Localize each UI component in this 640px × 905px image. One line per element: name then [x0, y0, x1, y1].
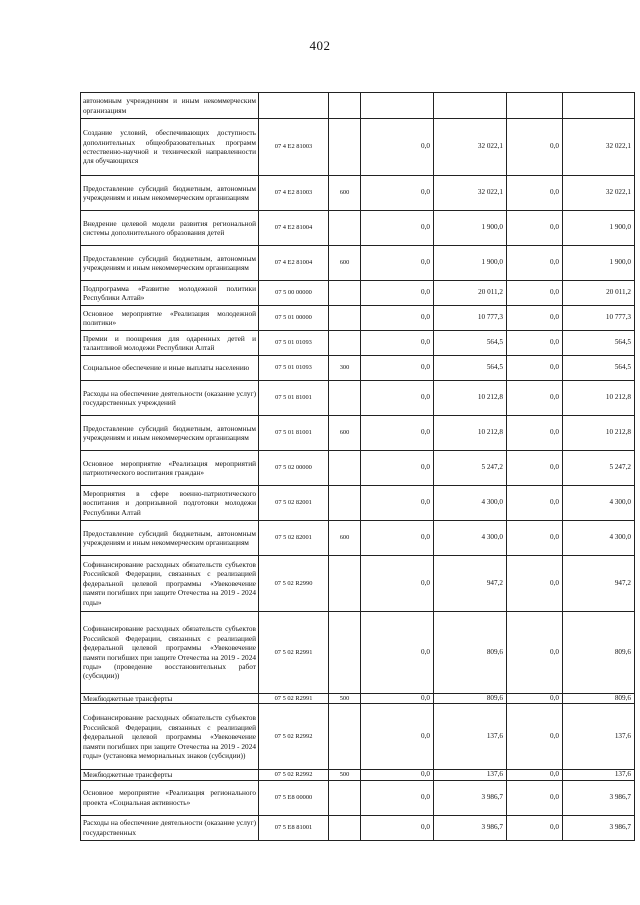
row-code-cell: 07 5 01 01093: [259, 331, 329, 356]
row-code-cell: 07 5 02 00000: [259, 451, 329, 486]
row-value-1-cell: 0,0: [361, 486, 434, 521]
row-name-cell: Межбюджетные трансферты: [81, 770, 259, 780]
row-value-2-cell: 3 986,7: [434, 780, 507, 815]
row-value-2-cell: 4 300,0: [434, 486, 507, 521]
table-row: [81, 331, 635, 356]
row-value-3-cell: 0,0: [507, 704, 563, 770]
row-name-cell: Софинансирование расходных обязательств субъектов Российской Федерации, связанных с реализацией федеральной целевой программы «Увековечение памяти погибших при защите Отечества на 2019 - 2024 годы» (проведение восстановительных работ (субсидии)): [81, 612, 259, 694]
row-value-1-cell: 0,0: [361, 815, 434, 840]
row-value-3-cell: 0,0: [507, 246, 563, 281]
row-expense-type-cell: [329, 612, 361, 694]
row-expense-type-cell: [329, 486, 361, 521]
row-code-cell: 07 4 E2 81004: [259, 211, 329, 246]
row-code-cell: 07 5 02 82001: [259, 486, 329, 521]
table-row: [81, 246, 635, 281]
row-code-cell: 07 5 02 R2991: [259, 694, 329, 704]
row-value-3-cell: 0,0: [507, 780, 563, 815]
row-value-2-cell: 3 986,7: [434, 815, 507, 840]
row-name-cell: Внедрение целевой модели развития региональной системы дополнительного образования детей: [81, 211, 259, 246]
row-name-cell: Основное мероприятие «Реализация мероприятий патриотического воспитания граждан»: [81, 451, 259, 486]
row-value-3-cell: 0,0: [507, 694, 563, 704]
row-value-3-cell: 0,0: [507, 451, 563, 486]
table-row: [81, 306, 635, 331]
row-value-2-cell: 4 300,0: [434, 521, 507, 556]
row-value-4-cell: 3 986,7: [563, 780, 635, 815]
row-value-2-cell: 564,5: [434, 331, 507, 356]
row-value-4-cell: 947,2: [563, 556, 635, 612]
row-name-cell: Предоставление субсидий бюджетным, автономным учреждениям и иным некоммерческим организациям: [81, 521, 259, 556]
row-value-3-cell: 0,0: [507, 556, 563, 612]
budget-table-body: [81, 93, 635, 841]
row-value-3-cell: 0,0: [507, 281, 563, 306]
row-value-1-cell: 0,0: [361, 246, 434, 281]
row-name-cell: Расходы на обеспечение деятельности (оказание услуг) государственных: [81, 815, 259, 840]
row-value-2-cell: 947,2: [434, 556, 507, 612]
table-row: [81, 93, 635, 119]
row-value-2-cell: 10 777,3: [434, 306, 507, 331]
row-value-2-cell: 564,5: [434, 356, 507, 381]
table-row: [81, 281, 635, 306]
row-value-1-cell: 0,0: [361, 306, 434, 331]
row-value-1-cell: 0,0: [361, 381, 434, 416]
table-row: [81, 694, 635, 704]
row-expense-type-cell: [329, 451, 361, 486]
row-value-1-cell: 0,0: [361, 416, 434, 451]
row-value-3-cell: 0,0: [507, 306, 563, 331]
row-code-cell: 07 4 E2 81003: [259, 176, 329, 211]
row-value-2-cell: 20 011,2: [434, 281, 507, 306]
table-row: [81, 556, 635, 612]
row-name-cell: Основное мероприятие «Реализация молодежной политики»: [81, 306, 259, 331]
row-code-cell: 07 5 E8 00000: [259, 780, 329, 815]
row-expense-type-cell: [329, 381, 361, 416]
row-name-cell: Предоставление субсидий бюджетным, автономным учреждениям и иным некоммерческим организациям: [81, 246, 259, 281]
row-value-1-cell: 0,0: [361, 176, 434, 211]
row-value-2-cell: 137,6: [434, 704, 507, 770]
row-value-3-cell: 0,0: [507, 119, 563, 176]
row-value-4-cell: 1 900,0: [563, 246, 635, 281]
row-value-4-cell: 809,6: [563, 612, 635, 694]
row-expense-type-cell: [329, 306, 361, 331]
row-value-4-cell: 4 300,0: [563, 521, 635, 556]
row-value-3-cell: 0,0: [507, 486, 563, 521]
row-code-cell: 07 5 00 00000: [259, 281, 329, 306]
row-name-cell: Социальное обеспечение и иные выплаты населению: [81, 356, 259, 381]
table-row: [81, 770, 635, 780]
row-value-2-cell: 809,6: [434, 694, 507, 704]
row-value-2-cell: 10 212,8: [434, 381, 507, 416]
row-expense-type-cell: 600: [329, 416, 361, 451]
row-value-4-cell: 137,6: [563, 704, 635, 770]
row-value-3-cell: 0,0: [507, 815, 563, 840]
table-row: [81, 176, 635, 211]
table-row: [81, 815, 635, 840]
row-expense-type-cell: [329, 211, 361, 246]
table-row: [81, 612, 635, 694]
row-value-1-cell: 0,0: [361, 612, 434, 694]
row-value-1-cell: 0,0: [361, 211, 434, 246]
row-value-3-cell: 0,0: [507, 356, 563, 381]
row-name-cell: Мероприятия в сфере военно-патриотического воспитания и допризывной подготовки молодежи Республики Алтай: [81, 486, 259, 521]
row-value-1-cell: 0,0: [361, 331, 434, 356]
row-value-4-cell: [563, 93, 635, 119]
row-name-cell: Софинансирование расходных обязательств субъектов Российской Федерации, связанных с реализацией федеральной целевой программы «Увековечение памяти погибших при защите Отечества на 2019 - 2024 годы» (установка мемориальных знаков (субсидии)): [81, 704, 259, 770]
row-code-cell: 07 5 01 81001: [259, 381, 329, 416]
row-code-cell: [259, 93, 329, 119]
table-row: [81, 486, 635, 521]
row-code-cell: 07 5 02 82001: [259, 521, 329, 556]
row-value-1-cell: 0,0: [361, 521, 434, 556]
row-value-1-cell: 0,0: [361, 356, 434, 381]
row-value-1-cell: 0,0: [361, 704, 434, 770]
row-value-3-cell: 0,0: [507, 770, 563, 780]
row-value-1-cell: [361, 93, 434, 119]
row-expense-type-cell: [329, 331, 361, 356]
row-expense-type-cell: [329, 815, 361, 840]
row-code-cell: 07 5 E8 81001: [259, 815, 329, 840]
row-value-1-cell: 0,0: [361, 780, 434, 815]
row-value-3-cell: 0,0: [507, 521, 563, 556]
table-row: [81, 521, 635, 556]
row-value-1-cell: 0,0: [361, 281, 434, 306]
table-row: [81, 119, 635, 176]
row-value-1-cell: 0,0: [361, 451, 434, 486]
row-expense-type-cell: [329, 780, 361, 815]
row-value-3-cell: 0,0: [507, 176, 563, 211]
row-expense-type-cell: 500: [329, 770, 361, 780]
row-value-2-cell: 10 212,8: [434, 416, 507, 451]
row-expense-type-cell: 600: [329, 521, 361, 556]
row-code-cell: 07 5 02 R2991: [259, 612, 329, 694]
row-value-4-cell: 10 212,8: [563, 381, 635, 416]
row-expense-type-cell: [329, 556, 361, 612]
row-value-1-cell: 0,0: [361, 119, 434, 176]
row-expense-type-cell: 300: [329, 356, 361, 381]
table-row: [81, 211, 635, 246]
row-name-cell: Софинансирование расходных обязательств субъектов Российской Федерации, связанных с реализацией федеральной целевой программы «Увековечение памяти погибших при защите Отечества на 2019 - 2024 годы»: [81, 556, 259, 612]
row-expense-type-cell: [329, 281, 361, 306]
row-expense-type-cell: [329, 93, 361, 119]
table-row: [81, 780, 635, 815]
row-value-4-cell: 4 300,0: [563, 486, 635, 521]
row-value-2-cell: [434, 93, 507, 119]
row-value-2-cell: 1 900,0: [434, 246, 507, 281]
row-code-cell: 07 5 01 00000: [259, 306, 329, 331]
row-value-2-cell: 32 022,1: [434, 176, 507, 211]
row-value-3-cell: 0,0: [507, 381, 563, 416]
row-value-4-cell: 3 986,7: [563, 815, 635, 840]
row-value-4-cell: 20 011,2: [563, 281, 635, 306]
row-code-cell: 07 5 01 81001: [259, 416, 329, 451]
row-value-4-cell: 809,6: [563, 694, 635, 704]
row-name-cell: Премии и поощрения для одаренных детей и талантливой молодежи Республики Алтай: [81, 331, 259, 356]
row-value-4-cell: 137,6: [563, 770, 635, 780]
row-expense-type-cell: [329, 704, 361, 770]
table-row: [81, 416, 635, 451]
row-value-4-cell: 564,5: [563, 356, 635, 381]
row-value-4-cell: 32 022,1: [563, 176, 635, 211]
row-name-cell: Подпрограмма «Развитие молодежной политики Республики Алтай»: [81, 281, 259, 306]
table-row: [81, 381, 635, 416]
row-name-cell: Предоставление субсидий бюджетным, автономным учреждениям и иным некоммерческим организациям: [81, 176, 259, 211]
row-name-cell: Основное мероприятие «Реализация регионального проекта «Социальная активность»: [81, 780, 259, 815]
row-code-cell: 07 4 E2 81004: [259, 246, 329, 281]
row-expense-type-cell: 500: [329, 694, 361, 704]
row-value-2-cell: 137,6: [434, 770, 507, 780]
row-value-2-cell: 5 247,2: [434, 451, 507, 486]
row-expense-type-cell: 600: [329, 176, 361, 211]
row-expense-type-cell: 600: [329, 246, 361, 281]
row-value-1-cell: 0,0: [361, 770, 434, 780]
row-code-cell: 07 5 01 01093: [259, 356, 329, 381]
row-value-1-cell: 0,0: [361, 694, 434, 704]
table-row: [81, 704, 635, 770]
row-value-3-cell: 0,0: [507, 331, 563, 356]
row-value-2-cell: 809,6: [434, 612, 507, 694]
row-name-cell: Создание условий, обеспечивающих доступность дополнительных общеобразовательных программ естественно-научной и технической направленности для обучающихся: [81, 119, 259, 176]
row-value-4-cell: 10 777,3: [563, 306, 635, 331]
budget-table: [80, 92, 635, 841]
row-value-1-cell: 0,0: [361, 556, 434, 612]
row-value-2-cell: 1 900,0: [434, 211, 507, 246]
row-name-cell: Межбюджетные трансферты: [81, 694, 259, 704]
row-code-cell: 07 4 E2 81003: [259, 119, 329, 176]
row-name-cell: автономным учреждениям и иным некоммерческим организациям: [81, 93, 259, 119]
row-value-3-cell: 0,0: [507, 416, 563, 451]
row-name-cell: Расходы на обеспечение деятельности (оказание услуг) государственных учреждений: [81, 381, 259, 416]
row-value-4-cell: 5 247,2: [563, 451, 635, 486]
row-value-3-cell: 0,0: [507, 211, 563, 246]
row-code-cell: 07 5 02 R2992: [259, 770, 329, 780]
table-row: [81, 356, 635, 381]
row-code-cell: 07 5 02 R2990: [259, 556, 329, 612]
row-value-4-cell: 32 022,1: [563, 119, 635, 176]
row-value-3-cell: [507, 93, 563, 119]
row-value-4-cell: 1 900,0: [563, 211, 635, 246]
table-row: [81, 451, 635, 486]
row-value-3-cell: 0,0: [507, 612, 563, 694]
row-value-4-cell: 10 212,8: [563, 416, 635, 451]
row-name-cell: Предоставление субсидий бюджетным, автономным учреждениям и иным некоммерческим организациям: [81, 416, 259, 451]
row-value-4-cell: 564,5: [563, 331, 635, 356]
row-code-cell: 07 5 02 R2992: [259, 704, 329, 770]
row-value-2-cell: 32 022,1: [434, 119, 507, 176]
row-expense-type-cell: [329, 119, 361, 176]
page-number: 402: [309, 38, 331, 53]
